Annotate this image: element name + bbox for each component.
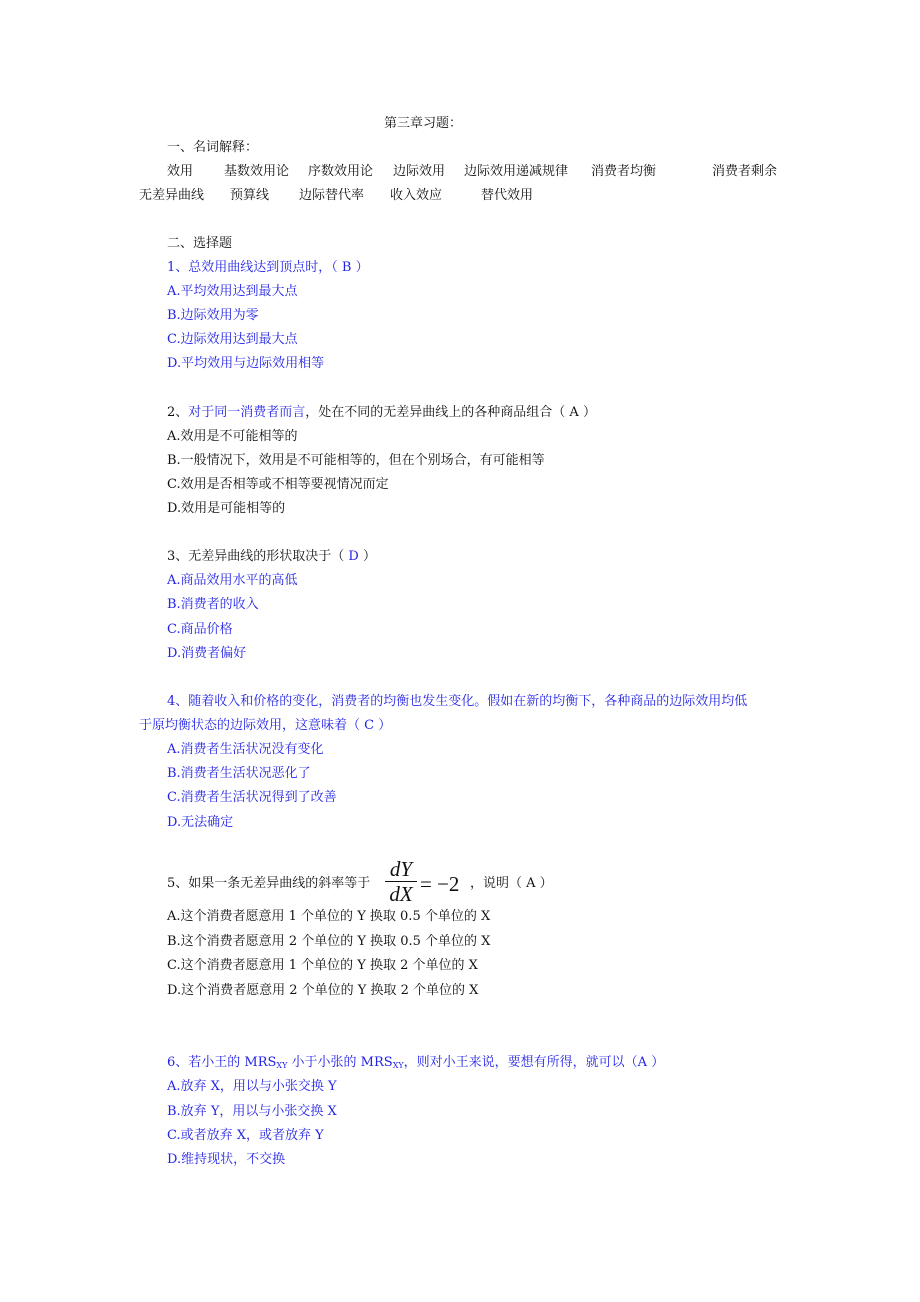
term: 收入效应 <box>390 188 443 203</box>
question-6-p2: 小于小张的 MRS <box>287 1055 393 1070</box>
term: 边际效用 <box>393 164 446 179</box>
question-2-option: C.效用是否相等或不相等要视情况而定 <box>167 477 389 492</box>
question-2-highlight: 对于同一消费者而言 <box>188 405 306 420</box>
question-3-option: A.商品效用水平的高低 <box>167 573 298 588</box>
question-5-stem-end: ，说明（ A ） <box>470 876 553 891</box>
question-2-option: B.一般情况下，效用是不可能相等的，但在个别场合，有可能相等 <box>167 453 545 468</box>
question-6-option: D.维持现状，不交换 <box>167 1152 286 1167</box>
question-5-option: B.这个消费者愿意用 2 个单位的 Y 换取 0.5 个单位的 X <box>167 934 491 949</box>
term: 无差异曲线 <box>139 188 205 203</box>
question-3-stem-end: ） <box>358 549 376 564</box>
term: 基数效用论 <box>224 164 290 179</box>
question-4-option: A.消费者生活状况没有变化 <box>167 742 324 757</box>
question-3-answer: D <box>348 549 359 564</box>
term: 消费者均衡 <box>591 164 657 179</box>
question-1-option: C.边际效用达到最大点 <box>167 332 298 347</box>
question-3-stem-text: 3、无差异曲线的形状取决于（ <box>167 549 349 564</box>
term: 序数效用论 <box>308 164 374 179</box>
question-6-stem <box>167 1055 664 1074</box>
question-6-option: C.或者放弃 X，或者放弃 Y <box>167 1128 324 1143</box>
question-4-stem-line2: 于原均衡状态的边际效用，这意味着（ C ） <box>139 718 392 733</box>
question-1-option: D.平均效用与边际效用相等 <box>167 356 325 371</box>
page-title: 第三章习题： <box>384 116 463 131</box>
question-5-stem: 5、如果一条无差异曲线的斜率等于 <box>167 876 371 891</box>
question-1-option: B.边际效用为零 <box>167 308 259 323</box>
question-5-option: D.这个消费者愿意用 2 个单位的 Y 换取 2 个单位的 X <box>167 983 479 998</box>
term: 消费者剩余 <box>712 164 778 179</box>
question-2-stem-rest: ，处在不同的无差异曲线上的各种商品组合（ A ） <box>305 405 596 420</box>
term: 替代效用 <box>481 188 534 203</box>
question-4-option: D.无法确定 <box>167 815 234 830</box>
formula-denominator: dX <box>389 882 413 906</box>
question-2-option: D.效用是可能相等的 <box>167 501 286 516</box>
question-4-stem-line1: 4、随着收入和价格的变化，消费者的均衡也发生变化。假如在新的均衡下，各种商品的边际效用均低 <box>167 694 748 709</box>
question-2-stem <box>167 405 596 421</box>
question-6-p3: ，则对小王来说，要想有所得，就可以（A ） <box>403 1055 665 1070</box>
question-5-option: C.这个消费者愿意用 1 个单位的 Y 换取 2 个单位的 X <box>167 958 478 973</box>
formula-numerator: dY <box>389 857 413 881</box>
term: 效用 <box>167 164 194 179</box>
question-2-option: A.效用是不可能相等的 <box>167 429 298 444</box>
question-4-option: C.消费者生活状况得到了改善 <box>167 790 337 805</box>
question-1-stem: 1、总效用曲线达到顶点时，（ B ） <box>167 260 369 275</box>
term: 边际效用递减规律 <box>464 164 569 179</box>
subscript-xy: XY <box>276 1061 288 1070</box>
question-number: 2、 <box>167 405 189 420</box>
section1-heading: 一、名词解释： <box>167 140 259 155</box>
question-4-option: B.消费者生活状况恶化了 <box>167 766 311 781</box>
slope-formula <box>385 858 417 905</box>
term: 预算线 <box>230 188 270 203</box>
section2-heading: 二、选择题 <box>167 236 233 251</box>
subscript-xy: XY <box>392 1061 404 1070</box>
term: 边际替代率 <box>299 188 365 203</box>
question-6-option: B.放弃 Y，用以与小张交换 X <box>167 1104 337 1119</box>
question-1-option: A.平均效用达到最大点 <box>167 284 298 299</box>
formula-rhs: = −2 <box>420 872 460 896</box>
question-5-option: A.这个消费者愿意用 1 个单位的 Y 换取 0.5 个单位的 X <box>167 909 491 924</box>
question-3-stem <box>167 549 376 565</box>
question-3-option: C.商品价格 <box>167 622 233 637</box>
question-3-option: B.消费者的收入 <box>167 597 259 612</box>
question-3-option: D.消费者偏好 <box>167 646 247 661</box>
question-6-p1: 6、若小王的 MRS <box>167 1055 277 1070</box>
question-6-option: A.放弃 X，用以与小张交换 Y <box>167 1079 337 1094</box>
